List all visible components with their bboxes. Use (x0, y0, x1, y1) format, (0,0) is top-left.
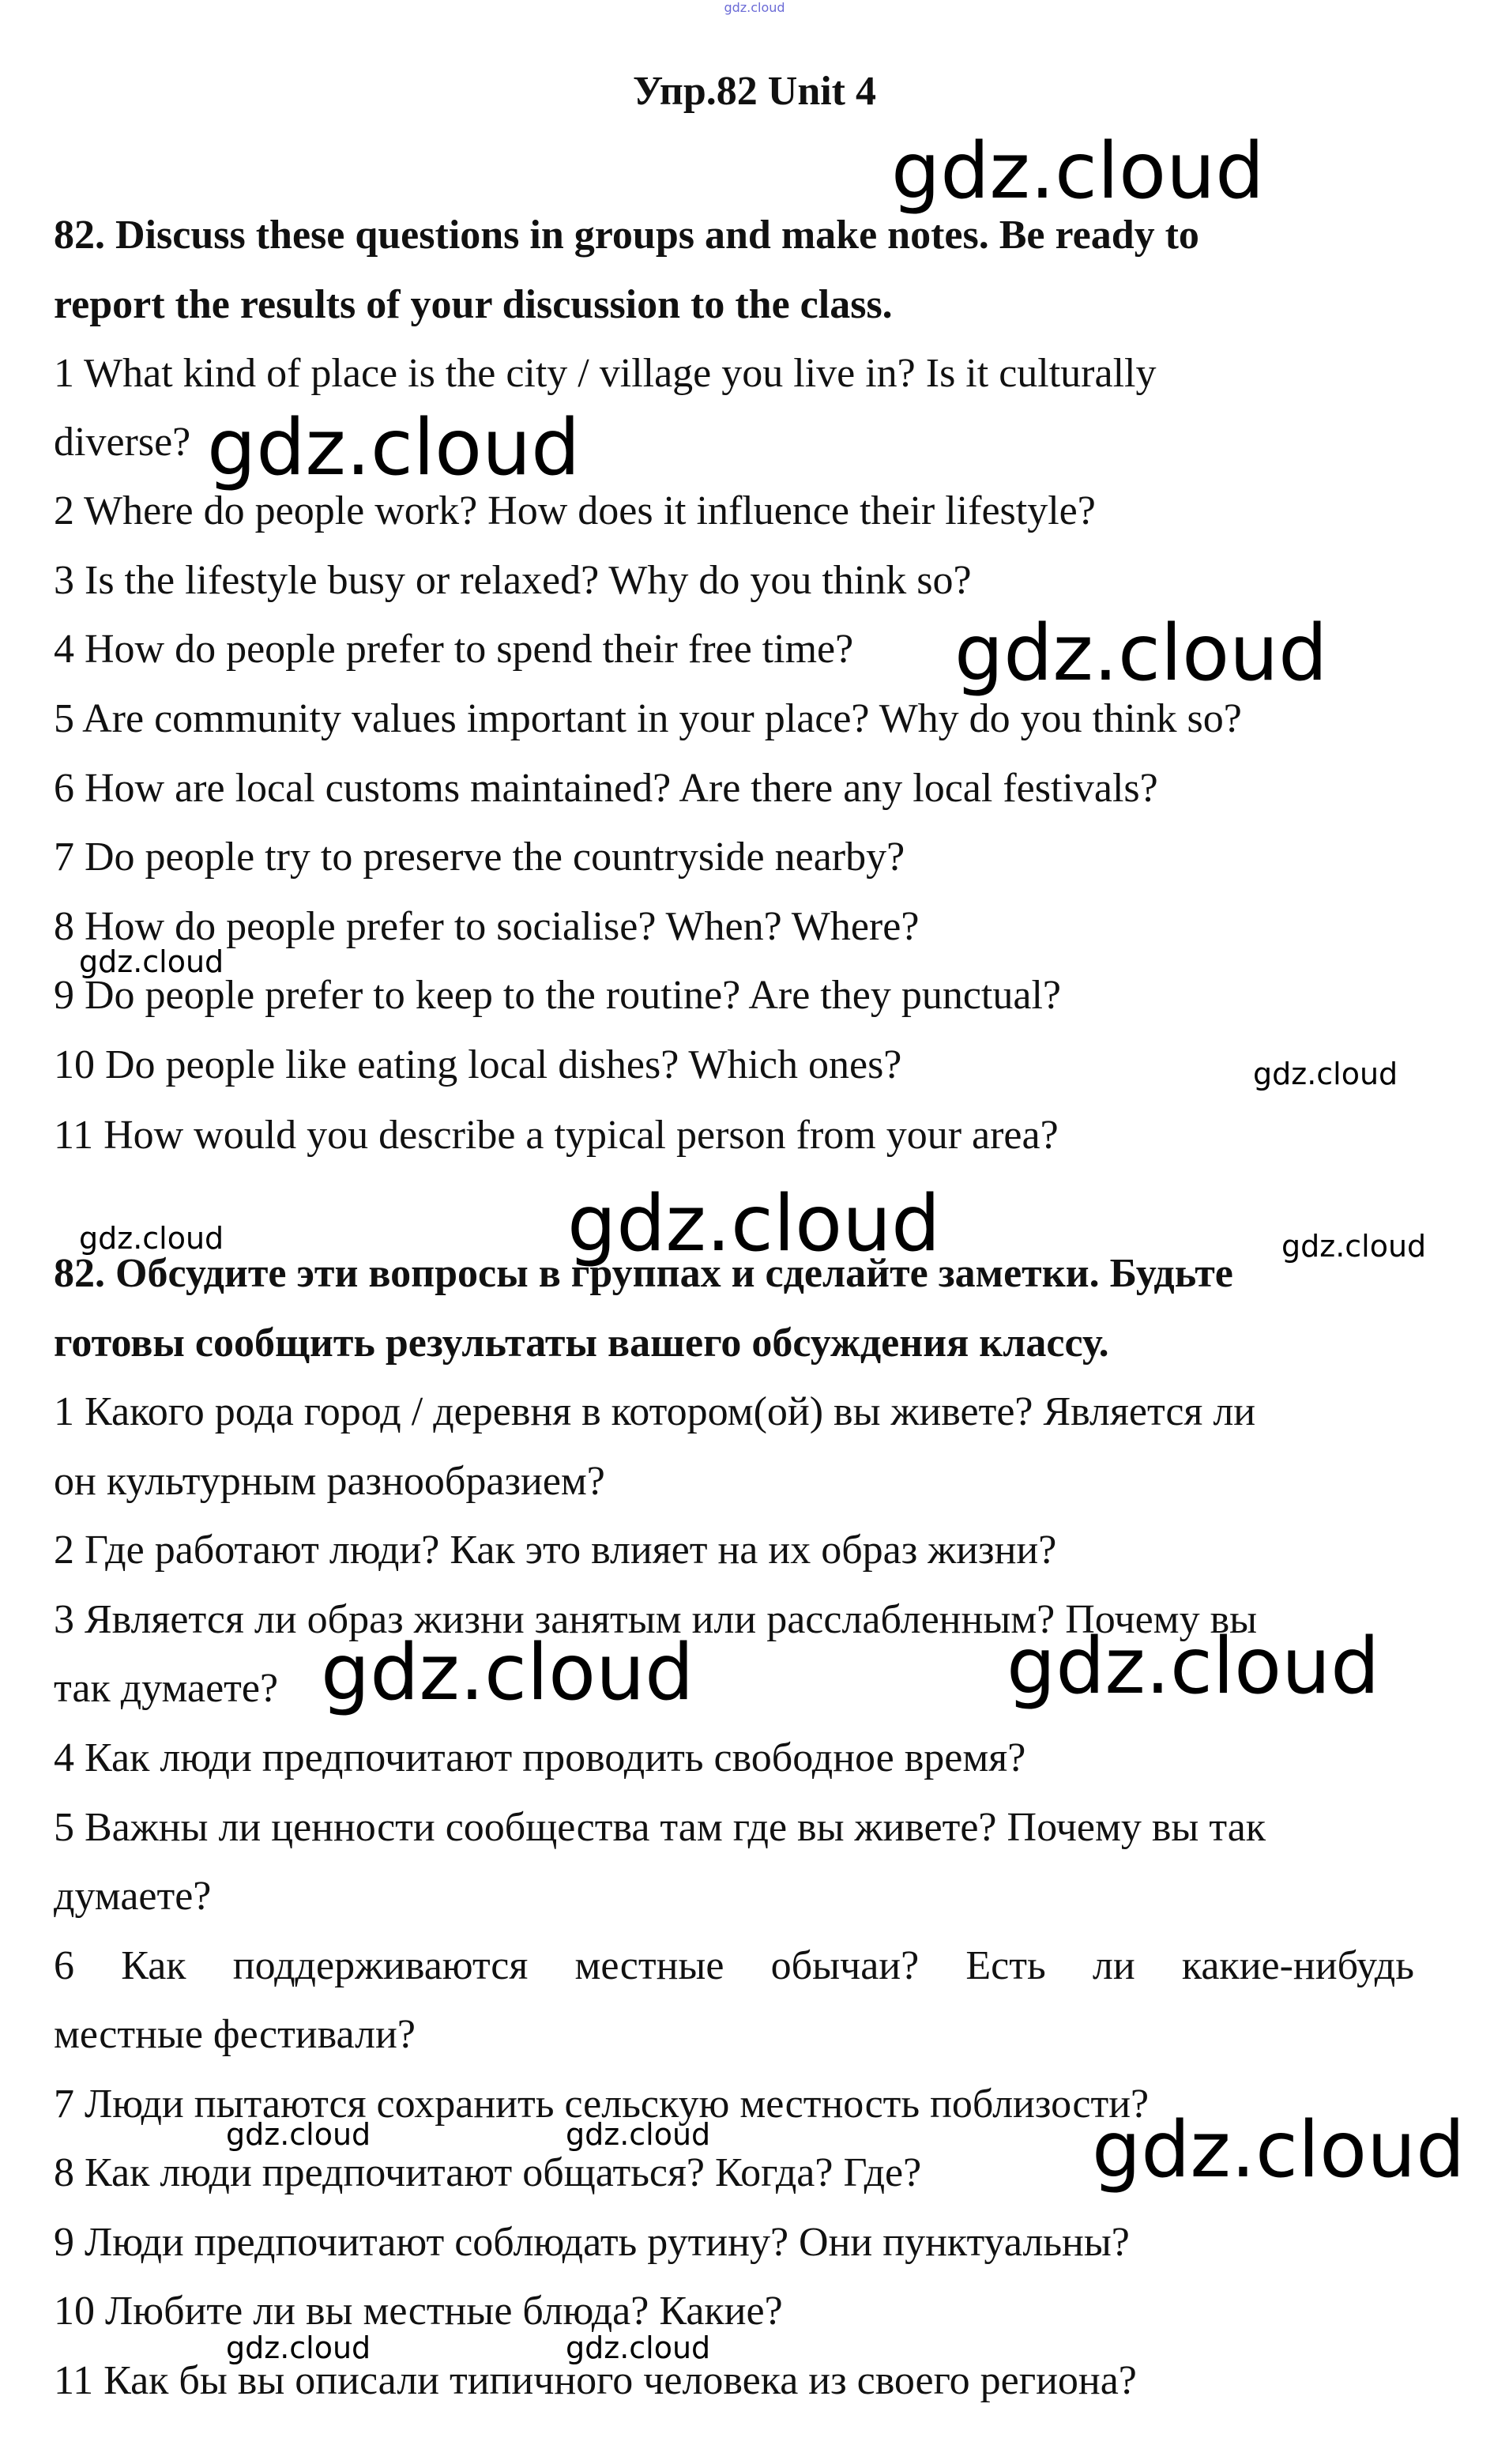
watermark: gdz.cloud (321, 1628, 694, 1718)
watermark: gdz.cloud (954, 608, 1328, 699)
english-question-1-line-1: 1 What kind of place is the city / village you live in? Is it culturally (54, 351, 1157, 396)
word: ли (1092, 1943, 1135, 1988)
russian-question-8: 8 Как люди предпочитают общаться? Когда? Где? (54, 2150, 922, 2195)
russian-question-10: 10 Любите ли вы местные блюда? Какие? (54, 2289, 783, 2334)
english-question-4: 4 How do people prefer to spend their free time? (54, 627, 854, 672)
watermark: gdz.cloud (207, 403, 581, 493)
russian-task-heading-line-2: готовы сообщить результаты вашего обсуждения классу. (54, 1321, 1109, 1366)
page-title: Упр.82 Unit 4 (632, 69, 876, 114)
russian-question-1-line-2: он культурным разнообразием? (54, 1459, 605, 1504)
english-question-1-line-2: diverse? (54, 420, 191, 465)
russian-question-3-line-1: 3 Является ли образ жизни занятым или расслабленным? Почему вы (54, 1597, 1258, 1642)
russian-question-5-line-1: 5 Важны ли ценности сообщества там где вы живете? Почему вы так (54, 1805, 1266, 1850)
watermark: gdz.cloud (566, 2117, 711, 2152)
watermark: gdz.cloud (567, 1179, 941, 1269)
header-watermark: gdz.cloud (724, 0, 785, 15)
watermark: gdz.cloud (891, 126, 1265, 217)
english-question-2: 2 Where do people work? How does it influence their lifestyle? (54, 488, 1096, 533)
russian-question-2: 2 Где работают люди? Как это влияет на их образ жизни? (54, 1528, 1057, 1573)
watermark: gdz.cloud (79, 1221, 224, 1256)
watermark: gdz.cloud (1007, 1622, 1380, 1712)
english-task-heading-line-1: 82. Discuss these questions in groups and make notes. Be ready to (54, 213, 1199, 258)
watermark: gdz.cloud (79, 944, 224, 979)
watermark: gdz.cloud (1092, 2105, 1466, 2195)
russian-question-6-line-1 (54, 1942, 1414, 1990)
english-question-11: 11 How would you describe a typical person from your area? (54, 1113, 1059, 1158)
word: поддерживаются (232, 1943, 529, 1988)
russian-question-4: 4 Как люди предпочитают проводить свободное время? (54, 1735, 1026, 1780)
english-question-10: 10 Do people like eating local dishes? Which ones? (54, 1042, 902, 1087)
english-question-9: 9 Do people prefer to keep to the routine? Are they punctual? (54, 973, 1061, 1018)
watermark: gdz.cloud (226, 2330, 371, 2365)
russian-question-6-line-2: местные фестивали? (54, 2012, 416, 2057)
word: 6 (54, 1943, 74, 1988)
word: Как (121, 1943, 186, 1988)
watermark: gdz.cloud (1253, 1057, 1398, 1091)
russian-question-5-line-2: думаете? (54, 1874, 212, 1919)
russian-question-7: 7 Люди пытаются сохранить сельскую местность поблизости? (54, 2082, 1150, 2127)
watermark: gdz.cloud (566, 2330, 711, 2365)
word: обычаи? (770, 1943, 920, 1988)
russian-question-1-line-1: 1 Какого рода город / деревня в котором(ой) вы живете? Является ли (54, 1389, 1256, 1434)
russian-question-3-line-2: так думаете? (54, 1666, 279, 1711)
watermark: gdz.cloud (1281, 1229, 1427, 1264)
russian-task-heading-line-1: 82. Обсудите эти вопросы в группах и сделайте заметки. Будьте (54, 1251, 1233, 1296)
watermark: gdz.cloud (226, 2117, 371, 2152)
english-question-3: 3 Is the lifestyle busy or relaxed? Why do you think so? (54, 558, 972, 603)
word: Есть (965, 1943, 1046, 1988)
russian-question-9: 9 Люди предпочитают соблюдать рутину? Они пунктуальны? (54, 2220, 1130, 2265)
english-question-8: 8 How do people prefer to socialise? When? Where? (54, 904, 920, 949)
english-question-5: 5 Are community values important in your place? Why do you think so? (54, 696, 1242, 741)
english-task-heading-line-2: report the results of your discussion to the class. (54, 282, 893, 327)
word: какие-нибудь (1181, 1943, 1414, 1988)
russian-question-11: 11 Как бы вы описали типичного человека из своего региона? (54, 2358, 1137, 2403)
english-question-6: 6 How are local customs maintained? Are there any local festivals? (54, 766, 1158, 811)
english-question-7: 7 Do people try to preserve the countryside nearby? (54, 835, 905, 880)
word: местные (574, 1943, 724, 1988)
